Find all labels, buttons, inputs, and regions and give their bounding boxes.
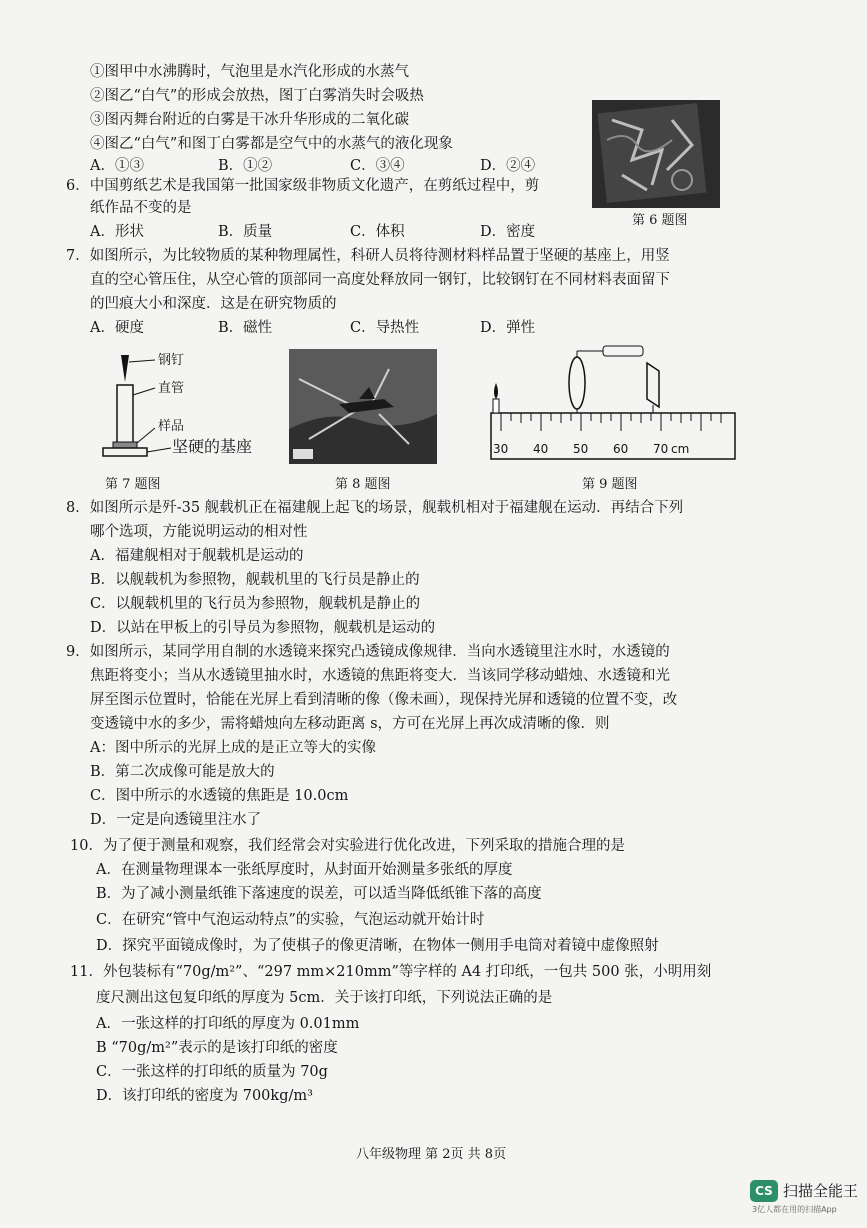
sample-shape [113, 442, 137, 448]
tick-70: 70 [653, 442, 669, 456]
water-lens-shape [569, 357, 585, 409]
ruler-ticks [501, 413, 721, 431]
base-shape [103, 448, 147, 456]
q7-option-d[interactable]: D．弹性 [480, 320, 536, 336]
q8-option-a[interactable]: A．福建舰相对于舰载机是运动的 [90, 548, 304, 564]
label-nail: 钢钉 [158, 353, 185, 368]
flame-shape [494, 383, 498, 399]
q5-option-d[interactable]: D．②④ [480, 158, 536, 174]
q8-option-d[interactable]: D．以站在甲板上的引导员为参照物，舰载机是运动的 [90, 620, 436, 636]
tick-60: 60 [613, 442, 629, 456]
q5-option-a[interactable]: A．①③ [90, 158, 144, 174]
label-sample: 样品 [158, 419, 185, 434]
q6-option-b[interactable]: B．质量 [218, 224, 273, 240]
syringe-shape [603, 346, 643, 356]
paper-cut-photo [592, 100, 720, 208]
screen-shape [647, 363, 659, 407]
q7-stem-line-3: 的凹痕大小和深度．这是在研究物质的 [90, 296, 337, 312]
q8-option-b[interactable]: B．以舰载机为参照物，舰载机里的飞行员是静止的 [90, 572, 420, 588]
q5-option-c[interactable]: C．③④ [350, 158, 405, 174]
tube-shape [117, 385, 133, 445]
label-base: 坚硬的基座 [172, 437, 253, 456]
q5-option-b[interactable]: B．①② [218, 158, 273, 174]
q10-option-c[interactable]: C．在研究“管中气泡运动特点”的实验，气泡运动就开始计时 [96, 912, 485, 928]
q9-stem-line-4: 变透镜中水的多少，需将蜡烛向左移动距离 s，方可在光屏上再次成清晰的像．则 [90, 716, 610, 732]
tick-unit: cm [671, 442, 690, 456]
q6-option-d[interactable]: D．密度 [480, 224, 536, 240]
q11-stem-line-2: 度尺测出这包复印纸的厚度为 5cm．关于该打印纸，下列说法正确的是 [96, 990, 553, 1006]
q9-stem-line-2: 焦距将变小；当从水透镜里抽水时，水透镜的焦距将变大．当该同学移动蜡烛、水透镜和光 [90, 668, 670, 684]
q9-stem-line-3: 屏至图示位置时，恰能在光屏上看到清晰的像（像未画），现保持光屏和透镜的位置不变，改 [90, 692, 678, 708]
q6-stem-line-1: 6．中国剪纸艺术是我国第一批国家级非物质文化遗产，在剪纸过程中，剪 [66, 178, 540, 194]
q9-option-c[interactable]: C．图中所示的水透镜的焦距是 10.0cm [90, 788, 349, 804]
tick-50: 50 [573, 442, 589, 456]
q7-figure-caption: 第 7 题图 [105, 477, 161, 492]
q6-figure-caption: 第 6 题图 [632, 213, 688, 228]
q9-option-b[interactable]: B．第二次成像可能是放大的 [90, 764, 275, 780]
q5-statement-3: ③图丙舞台附近的白雾是干冰升华形成的二氧化碳 [90, 112, 409, 128]
candle-shape [493, 399, 499, 413]
q11-option-d[interactable]: D．该打印纸的密度为 700kg/m³ [96, 1088, 313, 1104]
q9-figure-caption: 第 9 题图 [582, 477, 638, 492]
q8-figure-caption: 第 8 题图 [335, 477, 391, 492]
q11-option-c[interactable]: C．一张这样的打印纸的质量为 70g [96, 1064, 328, 1080]
page-footer: 八年级物理 第 2页 共 8页 [356, 1147, 507, 1162]
label-tube: 直管 [158, 381, 185, 396]
q10-stem-line-1: 10．为了便于测量和观察，我们经常会对实验进行优化改进，下列采取的措施合理的是 [70, 838, 625, 854]
q6-option-a[interactable]: A．形状 [90, 224, 144, 240]
tick-40: 40 [533, 442, 549, 456]
q7-stem-line-2: 直的空心管压住，从空心管的顶部同一高度处释放同一钢钉，比较钢钉在不同材料表面留下 [90, 272, 670, 288]
fighter-jet-photo [289, 349, 437, 464]
q8-stem-line-2: 哪个选项，方能说明运动的相对性 [90, 524, 308, 540]
q6-stem-line-2: 纸作品不变的是 [90, 200, 192, 216]
q10-option-a[interactable]: A．在测量物理课本一张纸厚度时，从封面开始测量多张纸的厚度 [96, 862, 513, 878]
q6-option-c[interactable]: C．体积 [350, 224, 405, 240]
q5-statement-4: ④图乙“白气”和图丁白雾都是空气中的水蒸气的液化现象 [90, 136, 453, 152]
q10-option-b[interactable]: B．为了减小测量纸锥下落速度的误差，可以适当降低纸锥下落的高度 [96, 886, 542, 902]
camscanner-name: 扫描全能王 [783, 1182, 859, 1200]
q5-statement-2: ②图乙“白气”的形成会放热，图丁白雾消失时会吸热 [90, 88, 424, 104]
q9-option-d[interactable]: D．一定是向透镜里注水了 [90, 812, 262, 828]
q8-option-c[interactable]: C．以舰载机里的飞行员为参照物，舰载机是静止的 [90, 596, 421, 612]
q11-option-a[interactable]: A．一张这样的打印纸的厚度为 0.01mm [96, 1016, 360, 1032]
q10-option-d[interactable]: D．探究平面镜成像时，为了使棋子的像更清晰，在物体一侧用手电筒对着镜中虚像照射 [96, 938, 659, 954]
q7-option-a[interactable]: A．硬度 [90, 320, 144, 336]
q7-stem-line-1: 7．如图所示，为比较物质的某种物理属性，科研人员将待测材料样品置于坚硬的基座上，用竖 [66, 248, 670, 264]
camscanner-tagline: 3亿人都在用的扫描App [752, 1205, 837, 1214]
q7-option-c[interactable]: C．导热性 [350, 320, 420, 336]
q8-stem-line-1: 8．如图所示是歼-35 舰载机正在福建舰上起飞的场景，舰载机相对于福建舰在运动．再结合下列 [66, 500, 684, 516]
q9-option-a[interactable]: A：图中所示的光屏上成的是正立等大的实像 [90, 740, 376, 756]
q11-stem-line-1: 11．外包装标有“70g/m²”、“297 mm×210mm”等字样的 A4 打印纸，一包共 500 张，小明用刻 [70, 964, 712, 980]
q5-statement-1: ①图甲中水沸腾时，气泡里是水汽化形成的水蒸气 [90, 64, 409, 80]
q7-option-b[interactable]: B．磁性 [218, 320, 273, 336]
nail-shape [121, 355, 129, 382]
q11-option-b[interactable]: B “70g/m²”表示的是该打印纸的密度 [96, 1040, 338, 1056]
tick-30: 30 [493, 442, 509, 456]
camscanner-logo-icon: CS [750, 1180, 778, 1202]
q9-stem-line-1: 9．如图所示，某同学用自制的水透镜来探究凸透镜成像规律．当向水透镜里注水时，水透镜的 [66, 644, 670, 660]
